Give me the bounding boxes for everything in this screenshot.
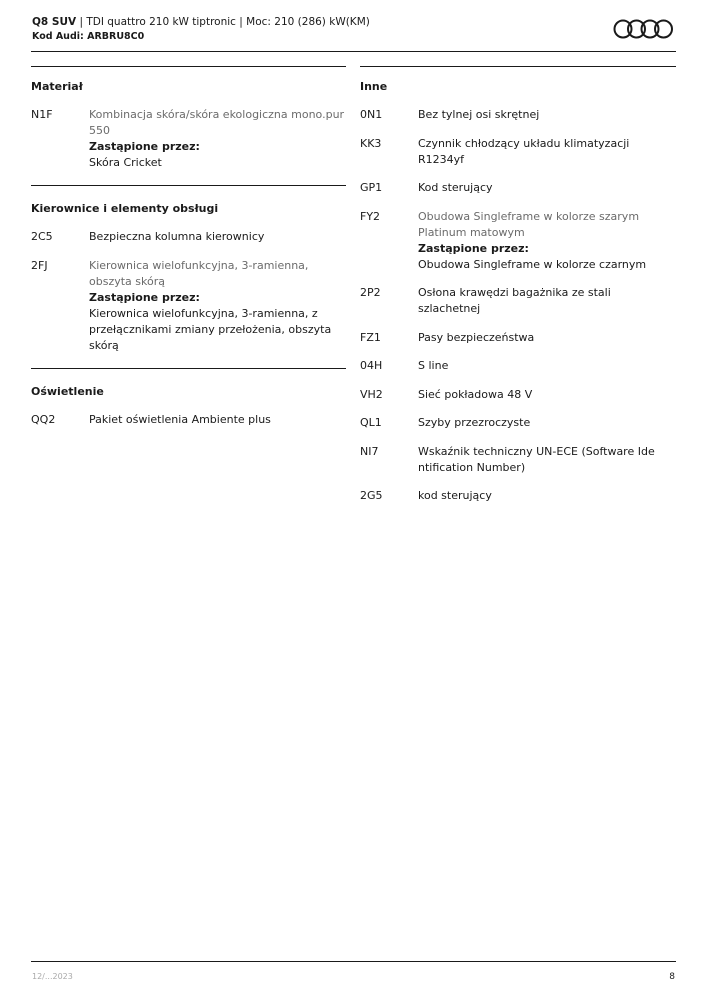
option-row xyxy=(360,209,676,273)
option-desc-block xyxy=(418,488,676,504)
header-divider xyxy=(31,51,676,52)
option-row xyxy=(360,387,676,403)
option-description: Szyby przezroczyste xyxy=(418,416,531,429)
option-code: KK3 xyxy=(360,136,382,150)
option-desc-block xyxy=(418,107,676,123)
option-row xyxy=(31,229,346,245)
page-header xyxy=(32,14,676,44)
option-description: kod sterujący xyxy=(418,489,492,502)
option-description: Bez tylnej osi skrętnej xyxy=(418,108,540,121)
option-desc-block xyxy=(89,229,346,245)
option-code: N1F xyxy=(31,108,53,121)
option-code: GP1 xyxy=(360,181,383,194)
option-code: 04H xyxy=(360,359,383,372)
option-description: Kod sterujący xyxy=(418,181,493,194)
option-code: 2G5 xyxy=(360,489,383,502)
option-code: VH2 xyxy=(360,387,383,401)
section xyxy=(31,186,346,369)
option-row xyxy=(360,488,676,504)
replaced-by-label: Zastąpione przez: xyxy=(89,140,200,153)
section-title: Oświetlenie xyxy=(31,384,104,398)
option-desc-block xyxy=(418,285,676,317)
option-code: 2FJ xyxy=(31,258,48,272)
model-details: | TDI quattro 210 kW tiptronic | Moc: 210 (286) kW(KM) xyxy=(79,16,370,28)
option-desc-block xyxy=(418,387,676,403)
option-description: Czynnik chłodzący układu klimatyzacji R1234yf xyxy=(418,136,630,166)
replacement-description: Kierownica wielofunkcyjna, 3-ramienna, z przełącznikami zmiany przełożenia, obszyta skórą xyxy=(89,306,332,352)
option-row xyxy=(360,330,676,346)
replacement-description: Skóra Cricket xyxy=(89,156,162,169)
option-code: 0N1 xyxy=(360,108,383,121)
option-desc-block xyxy=(418,358,676,374)
option-row xyxy=(360,358,676,374)
option-desc-block xyxy=(89,107,346,171)
option-row xyxy=(360,136,676,168)
option-row xyxy=(360,415,676,431)
option-code: QQ2 xyxy=(31,412,56,426)
section-title: Materiał xyxy=(31,80,83,93)
option-description: Osłona krawędzi bagażnika ze stali szlachetnej xyxy=(418,286,611,315)
replaced-by-label: Zastąpione przez: xyxy=(89,290,200,304)
option-row xyxy=(31,258,346,354)
model-name: Q8 SUV xyxy=(32,16,77,28)
option-code: NI7 xyxy=(360,444,379,458)
option-description: Sieć pokładowa 48 V xyxy=(418,387,533,401)
option-row xyxy=(360,180,676,196)
left-column xyxy=(31,64,346,440)
option-desc-block xyxy=(418,330,676,346)
section-title: Inne xyxy=(360,80,388,93)
option-desc-block xyxy=(418,444,676,476)
option-row xyxy=(360,107,676,123)
section xyxy=(31,64,346,186)
option-description: Kierownica wielofunkcyjna, 3-ramienna, obszyta skórą xyxy=(89,258,309,288)
option-desc-block xyxy=(418,136,676,168)
audi-rings-logo xyxy=(612,18,676,40)
option-description: Kombinacja skóra/skóra ekologiczna mono.pur 550 xyxy=(89,108,345,137)
option-row xyxy=(360,444,676,476)
footer-date: 12/...2023 xyxy=(32,972,73,981)
option-description: S line xyxy=(418,359,449,372)
option-row xyxy=(360,285,676,317)
page-number: 8 xyxy=(669,972,675,982)
option-description: Bezpieczna kolumna kierownicy xyxy=(89,230,265,243)
option-desc-block xyxy=(89,412,346,428)
option-desc-block xyxy=(418,415,676,431)
section xyxy=(360,64,676,504)
footer-divider xyxy=(31,961,676,962)
option-description: Obudowa Singleframe w kolorze szarym Platinum matowym xyxy=(418,209,640,239)
option-code: FY2 xyxy=(360,209,381,223)
option-description: Pakiet oświetlenia Ambiente plus xyxy=(89,412,271,426)
option-code: QL1 xyxy=(360,416,382,429)
right-column xyxy=(360,64,676,517)
audi-code: Kod Audi: ARBRU8C0 xyxy=(32,31,145,42)
option-row xyxy=(31,107,346,171)
option-description: Pasy bezpieczeństwa xyxy=(418,330,535,344)
option-desc-block xyxy=(89,258,346,354)
option-row xyxy=(31,412,346,428)
option-code: FZ1 xyxy=(360,330,381,344)
section-title: Kierownice i elementy obsługi xyxy=(31,202,219,215)
option-code: 2C5 xyxy=(31,230,53,243)
option-code: 2P2 xyxy=(360,286,381,299)
replacement-description: Obudowa Singleframe w kolorze czarnym xyxy=(418,257,647,271)
replaced-by-label: Zastąpione przez: xyxy=(418,241,529,255)
option-desc-block xyxy=(418,209,676,273)
option-description: Wskaźnik techniczny UN-ECE (Software Ide ntification Number) xyxy=(418,444,655,474)
option-desc-block xyxy=(418,180,676,196)
header-model-line xyxy=(32,14,676,30)
section xyxy=(31,369,346,428)
